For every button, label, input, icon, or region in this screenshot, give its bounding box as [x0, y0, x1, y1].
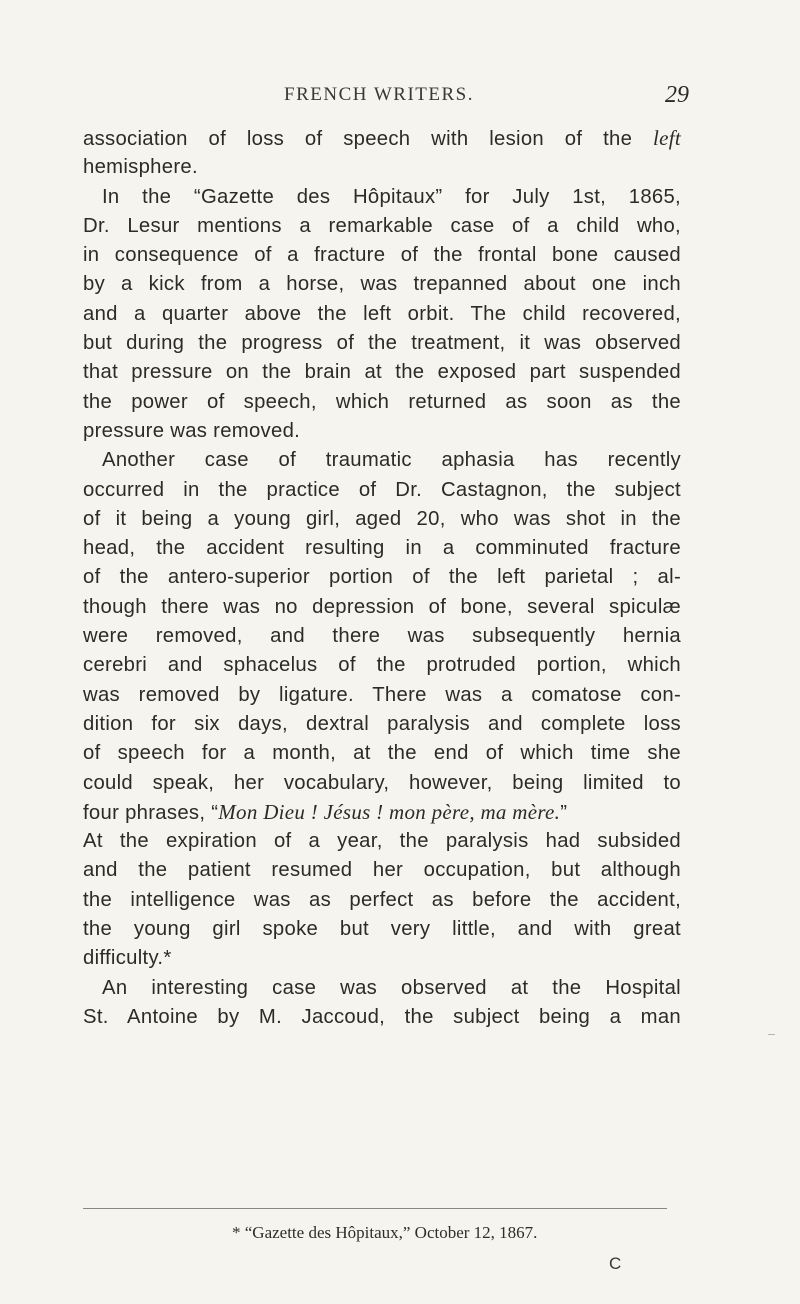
text-line: the young girl spoke but very little, and with great — [83, 918, 681, 941]
footnote: * “Gazette des Hôpitaux,” October 12, 1867. — [232, 1223, 538, 1242]
text-line: of speech for a month, at the end of which time she — [83, 742, 681, 765]
italic-text: left — [652, 126, 681, 150]
text-line: In the “Gazette des Hôpitaux” for July 1st, 1865, — [102, 185, 681, 208]
running-head — [0, 84, 800, 114]
text-line: were removed, and there was subsequently hernia — [83, 625, 681, 648]
text-line: At the expiration of a year, the paralysis had subsided — [83, 830, 681, 853]
text-line: could speak, her vocabulary, however, being limited to — [83, 771, 681, 794]
paragraph-4 — [83, 974, 681, 1033]
text-line: though there was no depression of bone, several spiculæ — [83, 595, 681, 618]
text-line: occurred in the practice of Dr. Castagnon, the subject — [83, 478, 681, 501]
signature-mark: C — [609, 1254, 622, 1273]
text-line: and the patient resumed her occupation, but although — [83, 859, 681, 882]
italic-text: Mon Dieu ! Jésus ! mon père, ma mère. — [218, 799, 561, 824]
page-number: 29 — [665, 82, 689, 108]
text-line: Another case of traumatic aphasia has recently — [102, 449, 681, 472]
text-line: of it being a young girl, aged 20, who was shot in the — [83, 507, 681, 530]
text-run: association of loss of speech with lesion of the — [83, 128, 653, 150]
text-line: head, the accident resulting in a comminuted fracture — [83, 537, 681, 560]
paragraph-1 — [83, 124, 681, 183]
body-text — [83, 124, 681, 1032]
text-line: dition for six days, dextral paralysis and complete loss — [83, 712, 681, 735]
text-line: difficulty.* — [83, 947, 172, 970]
text-line: was removed by ligature. There was a comatose con- — [83, 683, 681, 706]
text-line: the power of speech, which returned as soon as the — [83, 390, 681, 413]
paragraph-3 — [83, 446, 681, 973]
text-run: ” — [560, 801, 568, 824]
text-line: by a kick from a horse, was trepanned about one inch — [83, 273, 681, 296]
text-line: An interesting case was observed at the Hospital — [102, 976, 681, 999]
text-line: and a quarter above the left orbit. The child recovered, — [83, 302, 681, 325]
text-line: in consequence of a fracture of the frontal bone caused — [83, 244, 681, 267]
text-line: that pressure on the brain at the exposed part suspended — [83, 361, 681, 384]
text-line: cerebri and sphacelus of the protruded portion, which — [83, 654, 681, 677]
margin-mark — [768, 1034, 775, 1035]
text-line: pressure was removed. — [83, 419, 301, 442]
text-line — [83, 798, 681, 827]
text-line: St. Antoine by M. Jaccoud, the subject being a man — [83, 1005, 681, 1028]
paragraph-2 — [83, 183, 681, 447]
text-run: four phrases, “ — [83, 801, 219, 824]
footnote-rule — [83, 1208, 667, 1209]
running-title: FRENCH WRITERS. — [284, 84, 475, 105]
text-line: of the antero-superior portion of the left parietal ; al- — [83, 566, 681, 589]
text-line — [83, 124, 681, 153]
text-line: hemisphere. — [83, 156, 198, 179]
text-line: but during the progress of the treatment, it was observed — [83, 332, 681, 355]
text-line: the intelligence was as perfect as before the accident, — [83, 888, 681, 911]
text-line: Dr. Lesur mentions a remarkable case of a child who, — [83, 214, 681, 237]
